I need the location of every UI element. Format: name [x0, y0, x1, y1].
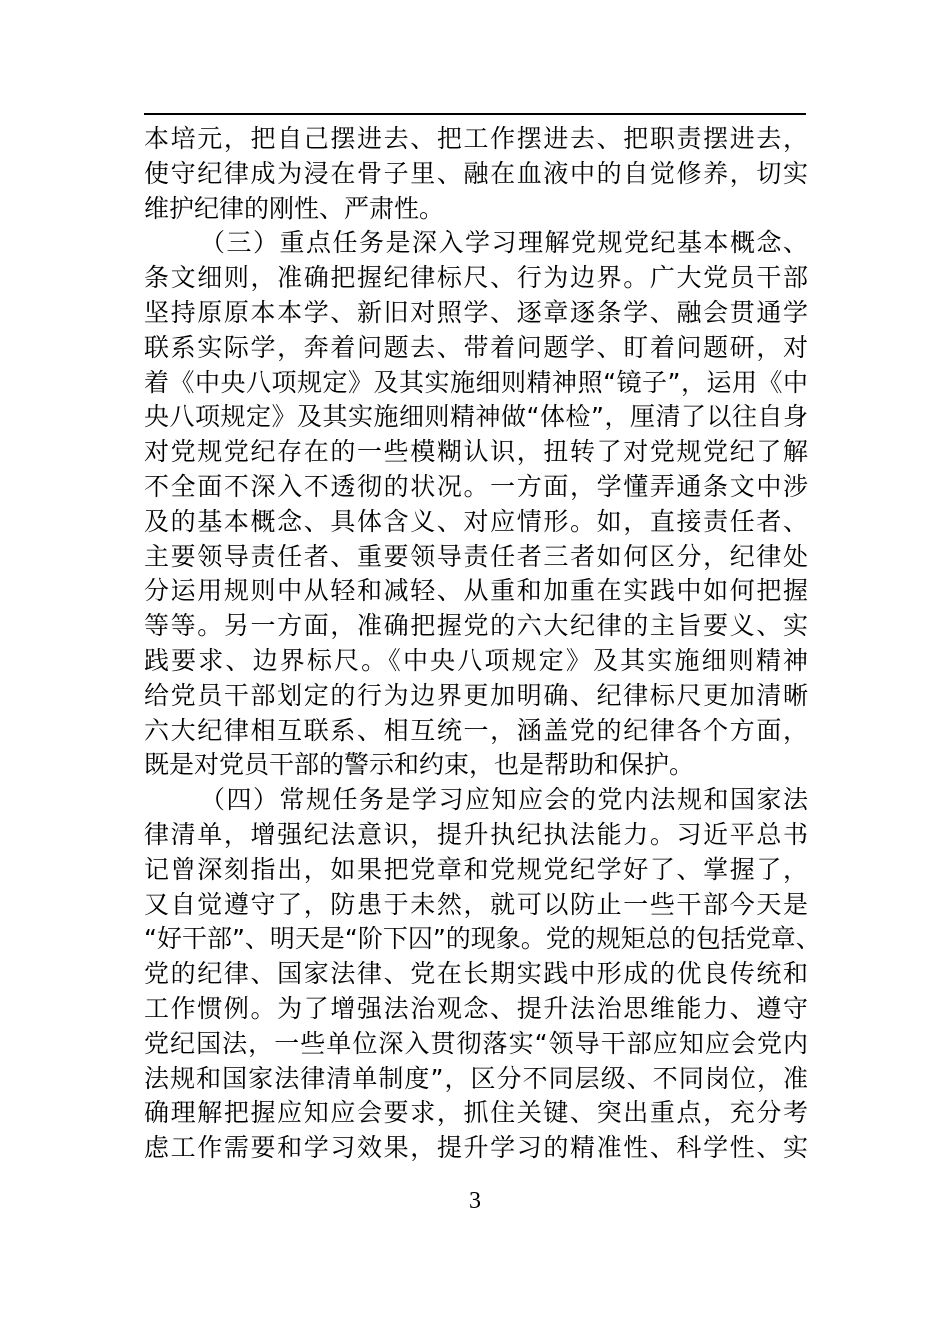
text-line: [144, 226, 808, 261]
text-line-content: 分运用规则中从轻和减轻、从重和加重在实践中如何把握: [144, 576, 808, 606]
text-line-content: 工作惯例。为了增强法治观念、提升法治思维能力、遵守: [144, 993, 808, 1023]
text-line-content: 又自觉遵守了，防患于未然，就可以防止一些干部今天是: [144, 889, 808, 919]
text-line: [144, 1027, 808, 1062]
text-line-content: 律清单，增强纪法意识，提升执纪执法能力。习近平总书: [144, 819, 808, 849]
text-line: [144, 922, 821, 957]
text-line: [144, 992, 808, 1027]
text-line: [144, 331, 808, 366]
text-line: [144, 261, 808, 296]
text-line-content: 坚持原原本本学、新旧对照学、逐章逐条学、融会贯通学: [144, 297, 808, 327]
text-line-content: （三）重点任务是深入学习理解党规党纪基本概念、: [200, 228, 808, 258]
text-line: [144, 366, 808, 401]
header-rule: [144, 113, 806, 115]
text-line-content: 六大纪律相互联系、相互统一，涵盖党的纪律各个方面，: [144, 715, 808, 745]
text-line: [144, 122, 808, 157]
text-line-content: 党的纪律、国家法律、党在长期实践中形成的优良传统和: [144, 959, 808, 989]
text-line-content: （四）常规任务是学习应知应会的党内法规和国家法: [200, 785, 808, 815]
text-line: [144, 435, 808, 470]
text-line: [144, 505, 808, 540]
text-line: [144, 400, 808, 435]
text-line: [144, 296, 808, 331]
text-line-content: 等等。另一方面，准确把握党的六大纪律的主旨要义、实: [144, 611, 808, 641]
text-line-content: 联系实际学，奔着问题去、带着问题学、盯着问题研，对: [144, 332, 808, 362]
text-line: [144, 679, 808, 714]
text-line: [144, 1096, 808, 1131]
text-line-content: 给党员干部划定的行为边界更加明确、纪律标尺更加清晰: [144, 680, 808, 710]
text-line: [144, 818, 808, 853]
text-line: [144, 540, 808, 575]
text-line: [144, 714, 808, 749]
text-line: [144, 1131, 808, 1166]
page-number: 3: [469, 1188, 481, 1214]
text-line-content: 不全面不深入不透彻的状况。一方面，学懂弄通条文中涉: [144, 471, 808, 501]
text-line-content: 既是对党员干部的警示和约束，也是帮助和保护。: [144, 750, 695, 780]
text-line: [144, 470, 808, 505]
text-line-content: 践要求、边界标尺。《中央八项规定》及其实施细则精神: [144, 645, 808, 675]
text-line: [144, 157, 808, 192]
text-line-content: 本培元，把自己摆进去、把工作摆进去、把职责摆进去，: [144, 124, 808, 153]
text-line-content: 条文细则，准确把握纪律标尺、行为边界。广大党员干部: [144, 263, 808, 293]
text-line-content: 虑工作需要和学习效果，提升学习的精准性、科学性、实: [144, 1133, 808, 1163]
text-line: [144, 957, 808, 992]
text-line-content: 记曾深刻指出，如果把党章和党规党纪学好了、掌握了，: [144, 854, 808, 884]
text-line: [144, 853, 808, 888]
text-line: [144, 783, 808, 818]
body-text: [144, 122, 821, 1166]
text-line: [144, 609, 808, 644]
text-line-content: 主要领导责任者、重要领导责任者三者如何区分，纪律处: [144, 541, 808, 571]
text-line-content: 央八项规定》及其实施细则精神做“体检”，厘清了以往自身: [144, 402, 808, 432]
text-line-content: 法规和国家法律清单制度”，区分不同层级、不同岗位，准: [144, 1063, 808, 1093]
text-line: [144, 888, 808, 923]
text-line: [144, 748, 808, 783]
text-line: [144, 192, 808, 227]
text-line: [144, 644, 808, 679]
text-line-content: 使守纪律成为浸在骨子里、融在血液中的自觉修养，切实: [144, 158, 808, 188]
text-line: [144, 1062, 808, 1097]
text-line-content: 对党规党纪存在的一些模糊认识，扭转了对党规党纪了解: [144, 437, 808, 467]
text-line: [144, 574, 808, 609]
text-line-content: “好干部”、明天是“阶下囚”的现象。党的规矩总的包括党章、: [144, 924, 821, 954]
text-line-content: 及的基本概念、具体含义、对应情形。如，直接责任者、: [144, 506, 808, 536]
text-line-content: 维护纪律的刚性、严肃性。: [144, 193, 445, 223]
text-line-content: 党纪国法，一些单位深入贯彻落实“领导干部应知应会党内: [144, 1028, 808, 1058]
text-line-content: 确理解把握应知应会要求，抓住关键、突出重点，充分考: [144, 1098, 808, 1128]
text-line-content: 着《中央八项规定》及其实施细则精神照“镜子”，运用《中: [144, 367, 808, 397]
